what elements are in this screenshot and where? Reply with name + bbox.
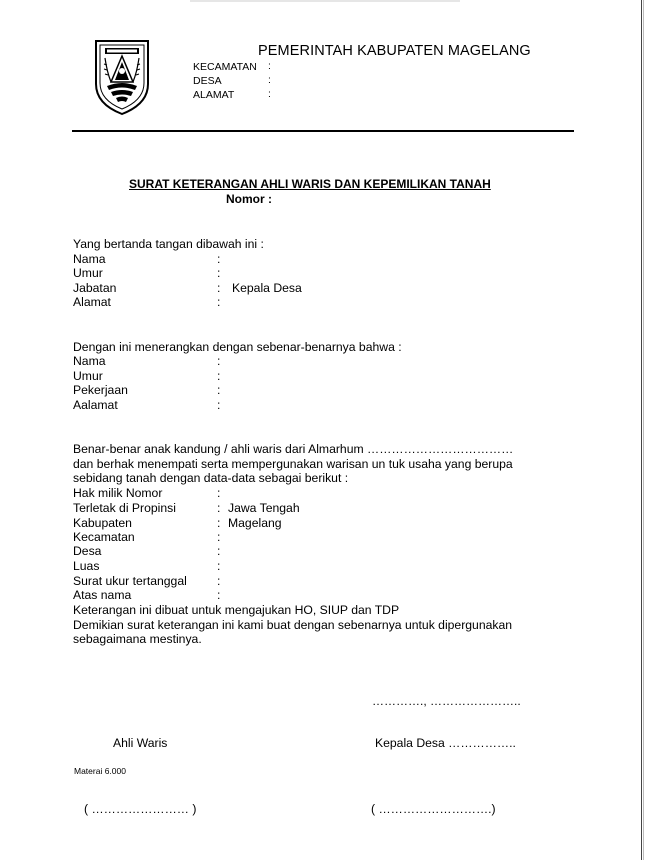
heir-statement-line2: dan berhak menempati serta mempergunakan warisan un tuk usaha yang berupa [73,457,513,471]
village-head-name-placeholder: ( ……………………….) [371,802,496,816]
page-right-shadow [643,0,644,860]
field-colon: : [217,588,221,602]
closing-line2: sebagaimana mestinya. [73,632,202,646]
village-head-signature-label: Kepala Desa …………….. [375,736,516,750]
closing-line1: Demikian surat keterangan ini kami buat dengan sebenarnya untuk dipergunakan [73,618,513,632]
land-province-label: Terletak di Propinsi [73,501,176,515]
page-top-edge [190,0,460,2]
heir-statement-line3: sebidang tanah dengan data-data sebagai berikut : [73,471,349,485]
heir-signature-label: Ahli Waris [113,736,168,750]
field-colon: : [217,295,221,309]
header-desa: DESA : [193,74,271,87]
signer-position-value: Kepala Desa [232,281,302,295]
header-alamat: ALAMAT : [193,88,271,101]
signer-address-label: Alamat [73,295,111,309]
signer-age-label: Umur [73,266,103,280]
page-right-edge [641,0,642,860]
signer-name-label: Nama [73,252,106,266]
field-colon: : [217,530,221,544]
header-kecamatan: KECAMATAN : [193,60,271,73]
land-area-label: Luas [73,559,100,573]
subject-name-label: Nama [73,354,106,368]
land-village-label: Desa [73,544,102,558]
field-colon: : [217,354,221,368]
subject-job-label: Pekerjaan [73,383,128,397]
field-colon: : [217,252,221,266]
land-regency-label: Kabupaten [73,516,132,530]
land-district-label: Kecamatan [73,530,135,544]
stamp-duty-note: Materai 6.000 [74,766,126,776]
field-colon: : [217,486,221,500]
land-survey-date-label: Surat ukur tertanggal [73,574,187,588]
signature-date-placeholder: …………., ………………….. [372,694,521,708]
purpose-statement: Keterangan ini dibuat untuk mengajukan HO, SIUP dan TDP [73,603,400,617]
land-regency-value: Magelang [228,516,282,530]
field-colon: : [217,501,221,515]
regency-emblem-icon [93,38,151,116]
field-colon: : [217,544,221,558]
field-colon: : [217,281,221,295]
field-colon: : [217,516,221,530]
subject-address-label: Aalamat [73,398,118,412]
subject-age-label: Umur [73,369,103,383]
field-colon: : [217,369,221,383]
field-colon: : [217,398,221,412]
header-title: PEMERINTAH KABUPATEN MAGELANG [258,43,531,59]
field-colon: : [217,574,221,588]
field-colon: : [217,383,221,397]
signer-intro: Yang bertanda tangan dibawah ini : [73,237,264,251]
header-divider [72,130,574,132]
document-number: Nomor : [226,192,272,206]
document-title: SURAT KETERANGAN AHLI WARIS DAN KEPEMILIKAN TANAH [129,177,491,191]
field-colon: : [217,266,221,280]
land-province-value: Jawa Tengah [228,501,300,515]
heir-statement-line1: Benar-benar anak kandung / ahli waris dari Almarhum ……………………………… [73,442,514,456]
subject-intro: Dengan ini menerangkan dengan sebenar-benarnya bahwa : [73,340,402,354]
land-owner-label: Atas nama [73,588,132,602]
field-colon: : [217,559,221,573]
heir-name-placeholder: ( …………………… ) [84,802,197,816]
land-certificate-label: Hak milik Nomor [73,486,163,500]
signer-position-label: Jabatan [73,281,117,295]
